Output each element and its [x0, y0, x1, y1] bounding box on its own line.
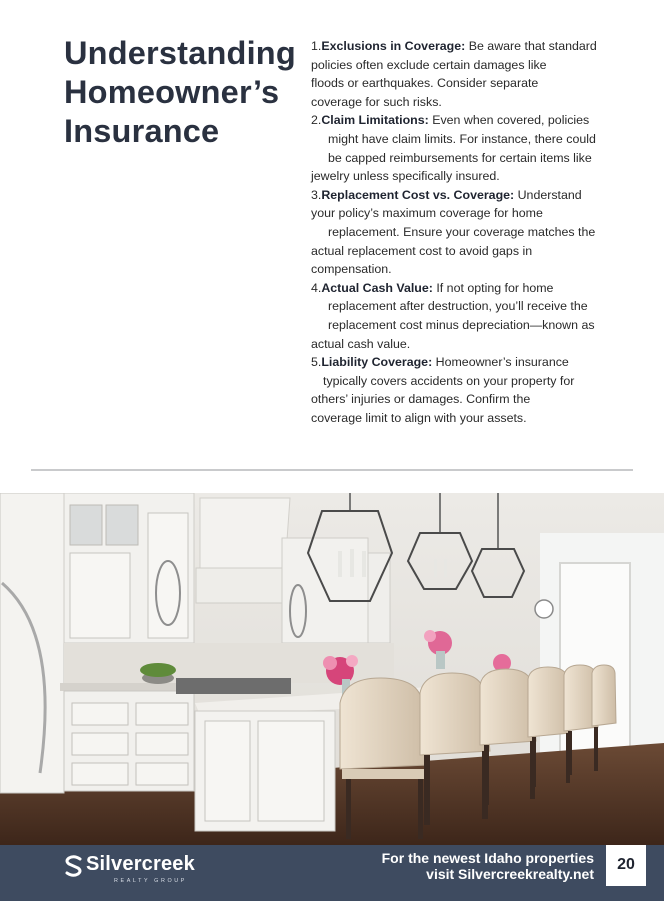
- item-text: coverage limit to align with your assets.: [311, 410, 527, 425]
- item-number: 2.: [311, 113, 322, 128]
- title-line-2: Homeowner’s: [64, 74, 280, 110]
- list-item: [311, 353, 611, 427]
- footer-tagline: [382, 851, 594, 882]
- list-item: [311, 186, 611, 279]
- footer-bar: [0, 845, 664, 901]
- list-item: [311, 279, 611, 353]
- item-text: replacement. Ensure your coverage matches the: [328, 224, 596, 239]
- item-text: actual cash value.: [311, 336, 411, 351]
- item-text: might have claim limits. For instance, there could: [328, 131, 596, 146]
- item-text: jewelry unless specifically insured.: [311, 169, 500, 184]
- item-text: If not opting for home: [432, 280, 554, 295]
- kitchen-illustration: [0, 493, 664, 845]
- insurance-tips-list: [311, 37, 611, 427]
- item-term: Liability Coverage:: [321, 355, 433, 370]
- item-text: Be aware that standard: [465, 39, 597, 53]
- item-term: Claim Limitations:: [321, 113, 429, 128]
- item-text: policies often exclude certain damages like: [311, 57, 547, 72]
- item-text: compensation.: [311, 262, 392, 277]
- item-text: others’ injuries or damages. Confirm the: [311, 392, 531, 407]
- logo-s-mark-icon: [64, 855, 84, 877]
- tagline-line-2[interactable]: visit Silvercreekrealty.net: [426, 865, 594, 882]
- item-text: coverage for such risks.: [311, 94, 442, 109]
- list-item: [311, 37, 611, 111]
- item-text: actual replacement cost to avoid gaps in: [311, 243, 533, 258]
- list-item: [311, 111, 611, 185]
- item-text: floods or earthquakes. Consider separate: [311, 76, 539, 91]
- section-divider: [31, 469, 633, 471]
- item-number: 4.: [311, 280, 322, 295]
- item-text: your policy’s maximum coverage for home: [311, 206, 543, 221]
- page-number: 20: [617, 856, 635, 873]
- item-number: 3.: [311, 187, 322, 202]
- item-term: Actual Cash Value:: [321, 280, 433, 295]
- item-text: be capped reimbursements for certain items like: [328, 150, 592, 165]
- title-line-1: Understanding: [64, 35, 296, 71]
- item-text: replacement cost minus depreciation—known as: [328, 317, 595, 332]
- tagline-line-1: For the newest Idaho properties: [381, 850, 594, 866]
- item-text: typically covers accidents on your property for: [323, 373, 575, 388]
- title-line-3: Insurance: [64, 113, 220, 149]
- page-number-box: [606, 845, 646, 886]
- brand-logo[interactable]: [64, 854, 204, 890]
- item-text: replacement after destruction, you’ll receive the: [328, 299, 588, 314]
- item-number: 5.: [311, 355, 322, 370]
- page-title: [64, 34, 304, 151]
- item-text: Homeowner’s insurance: [432, 355, 569, 370]
- item-term: Replacement Cost vs. Coverage:: [321, 187, 515, 202]
- brand-name: Silvercreek: [86, 853, 195, 875]
- item-number: 1.: [311, 39, 322, 53]
- brand-subtitle: REALTY GROUP: [114, 878, 187, 884]
- item-text: Even when covered, policies: [428, 113, 590, 128]
- item-text: Understand: [514, 187, 582, 202]
- kitchen-photo: [0, 493, 664, 845]
- item-term: Exclusions in Coverage:: [321, 39, 466, 53]
